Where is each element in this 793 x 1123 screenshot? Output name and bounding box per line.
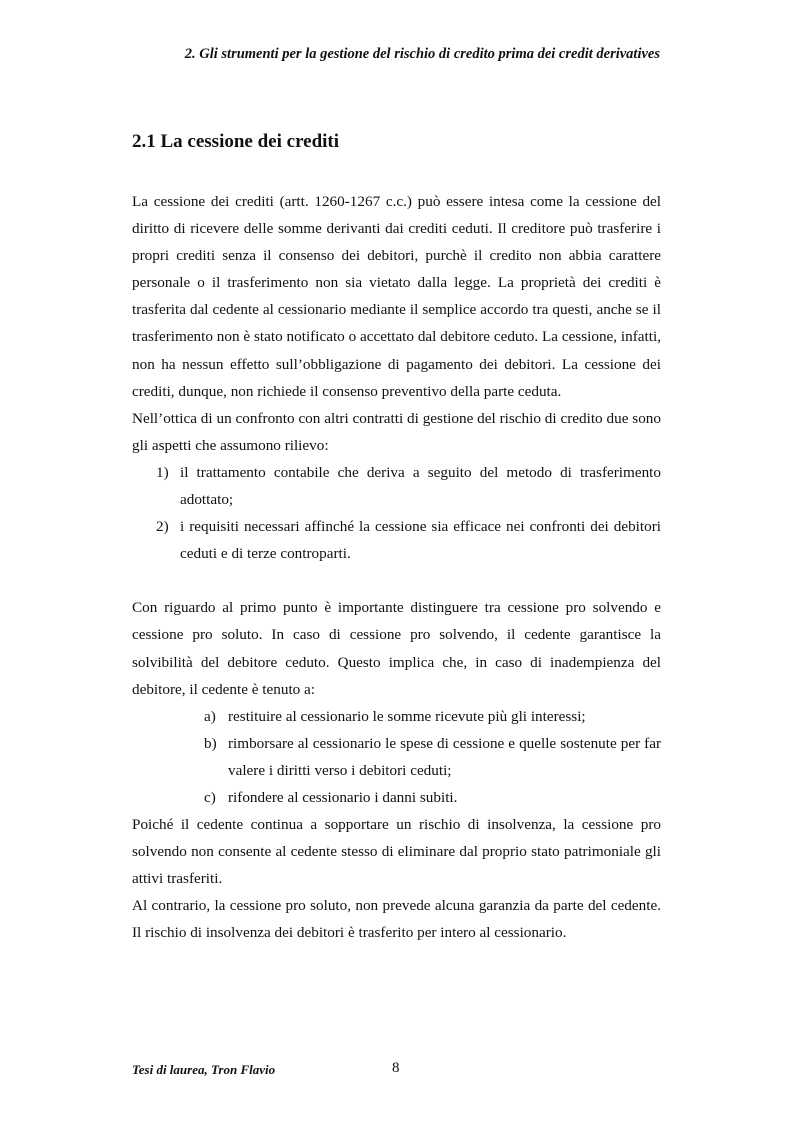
- numbered-list: [132, 459, 661, 567]
- paragraph-3: Con riguardo al primo punto è importante distinguere tra cessione pro solvendo e cessione pro soluto. In caso di cessione pro solvendo, il cedente garantisce la solvibilità del debitore ceduto. Questo implica che, in caso di inadempienza del debitore, il cedente è tenuto a:: [132, 599, 661, 698]
- list-marker: 1): [156, 463, 169, 481]
- page-number: 8: [392, 1060, 400, 1076]
- running-header: 2. Gli strumenti per la gestione del rischio di credito prima dei credit derivatives: [184, 46, 660, 62]
- list-marker: a): [204, 707, 216, 725]
- paragraph-5: Al contrario, la cessione pro soluto, non prevede alcuna garanzia da parte del cedente. Il rischio di insolvenza dei debitori è trasferito per intero al cessionario.: [132, 897, 661, 942]
- body-text: [132, 188, 661, 947]
- list-item: [132, 703, 661, 730]
- list-item: [132, 784, 661, 811]
- list-item-text: restituire al cessionario le somme ricevute più gli interessi;: [228, 707, 586, 725]
- paragraph-2: Nell’ottica di un confronto con altri contratti di gestione del rischio di credito due sono gli aspetti che assumono rilievo:: [132, 409, 661, 454]
- footer-author: Tesi di laurea, Tron Flavio: [132, 1062, 276, 1077]
- lettered-list: [132, 703, 661, 811]
- list-item: [132, 730, 661, 784]
- list-item-text: rimborsare al cessionario le spese di cessione e quelle sostenute per far valere i diritti verso i debitori ceduti;: [228, 734, 661, 779]
- list-marker: b): [204, 734, 217, 752]
- list-marker: c): [204, 788, 216, 806]
- list-item-text: rifondere al cessionario i danni subiti.: [228, 788, 458, 806]
- list-item: [132, 459, 661, 513]
- paragraph-spacer: [132, 567, 661, 594]
- list-item-text: il trattamento contabile che deriva a seguito del metodo di trasferimento adottato;: [180, 463, 661, 509]
- list-item: [132, 513, 661, 567]
- list-item-text: i requisiti necessari affinché la cessione sia efficace nei confronti dei debitori ceduti e di terze controparti.: [180, 518, 661, 563]
- paragraph-4: Poiché il cedente continua a sopportare un rischio di insolvenza, la cessione pro solvendo non consente al cedente stesso di eliminare dal proprio stato patrimoniale gli attivi trasferiti.: [132, 816, 661, 888]
- paragraph-1: La cessione dei crediti (artt. 1260-1267 c.c.) può essere intesa come la cessione del diritto di ricevere delle somme derivanti dai crediti ceduti. Il creditore può trasferire i propri crediti senza il consenso dei debitori, purchè il credito non abbia carattere personale o il trasferimento non sia vietato dalla legge. La proprietà dei crediti è trasferita dal cedente al cessionario mediante il semplice accordo tra questi, anche se il trasferimento non è stato notificato o accettato dal debitore ceduto. La cessione, infatti, non ha nessun effetto sull’obbligazione di pagamento dei debitori. La cessione dei crediti, dunque, non richiede il consenso preventivo della parte ceduta.: [132, 193, 661, 400]
- section-title: 2.1 La cessione dei crediti: [132, 131, 340, 152]
- list-marker: 2): [156, 518, 169, 536]
